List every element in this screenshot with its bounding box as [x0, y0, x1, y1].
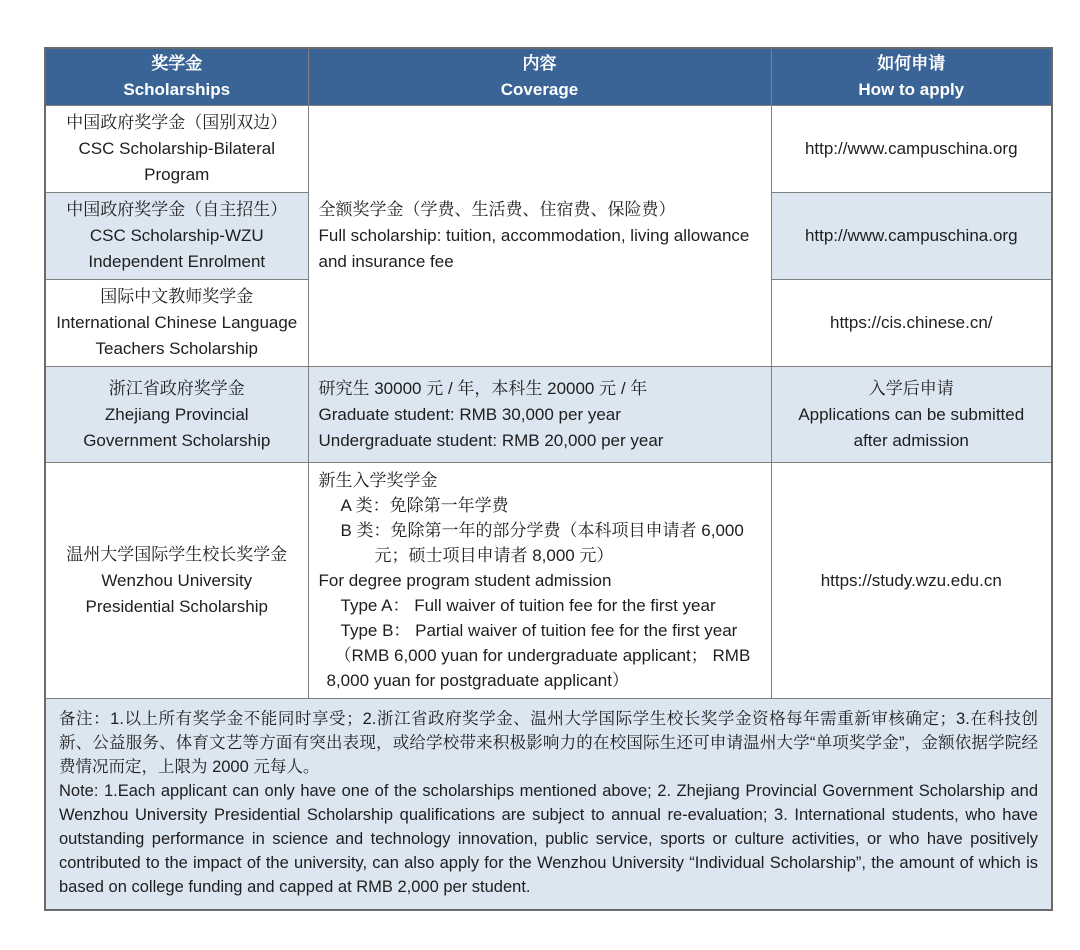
- zhejiang-coverage-line: 研究生 30000 元 / 年，本科生 20000 元 / 年: [318, 378, 648, 398]
- row-csc-bilateral: [45, 106, 1052, 193]
- presidential-coverage-line: Type B： Partial waiver of tuition fee for the first year: [340, 621, 738, 640]
- presidential-apply-cell: [771, 463, 1052, 699]
- header-scholarships-en: Scholarships: [123, 80, 231, 99]
- apply-url: http://www.campuschina.org: [804, 226, 1018, 245]
- row-note: [45, 699, 1052, 911]
- presidential-coverage-line: Type A： Full waiver of tuition fee for the first year: [340, 596, 716, 615]
- presidential-coverage-line: 元；硕士项目申请者 8,000 元）: [374, 546, 614, 565]
- zhejiang-name-zh: 浙江省政府奖学金: [108, 378, 245, 398]
- apply-url: https://cis.chinese.cn/: [829, 313, 993, 332]
- full-scholarship-coverage-en: Full scholarship: tuition, accommodation, living allowance and insurance fee: [318, 226, 750, 271]
- presidential-name-en: Wenzhou University Presidential Scholarship: [85, 570, 268, 616]
- zhejiang-name-cell: [45, 367, 308, 463]
- row-wzu-presidential: [45, 463, 1052, 699]
- header-coverage-zh: 内容: [522, 54, 557, 73]
- scholarship-table: [44, 47, 1053, 911]
- zhejiang-apply-cell: [771, 367, 1052, 463]
- presidential-name-cell: [45, 463, 308, 699]
- intl-chinese-teachers-name-cell: [45, 280, 308, 367]
- header-coverage-en: Coverage: [500, 80, 579, 99]
- presidential-coverage-cell: [308, 463, 771, 699]
- row-zhejiang-provincial: [45, 367, 1052, 463]
- header-coverage: [308, 48, 771, 106]
- table-header-row: [45, 48, 1052, 106]
- presidential-coverage-line: B 类：免除第一年的部分学费（本科项目申请者 6,000: [340, 521, 744, 540]
- presidential-coverage-line: 8,000 yuan for postgraduate applicant）: [326, 671, 629, 690]
- intl-chinese-teachers-name-zh: 国际中文教师奖学金: [100, 287, 254, 306]
- zhejiang-name-en: Zhejiang Provincial Government Scholarship: [83, 404, 271, 450]
- header-scholarships-zh: 奖学金: [151, 54, 203, 73]
- csc-bilateral-apply-cell: [771, 106, 1052, 193]
- csc-wzu-name-cell: [45, 193, 308, 280]
- intl-chinese-teachers-name-en: International Chinese Language Teachers Scholarship: [56, 313, 298, 358]
- csc-bilateral-name-zh: 中国政府奖学金（国别双边）: [66, 113, 288, 132]
- header-how-to-apply-zh: 如何申请: [877, 54, 946, 73]
- presidential-coverage-line: 新生入学奖学金: [318, 471, 438, 490]
- header-how-to-apply-en: How to apply: [858, 80, 965, 99]
- zhejiang-coverage-line: Graduate student: RMB 30,000 per year: [318, 404, 621, 424]
- apply-url: http://www.campuschina.org: [804, 139, 1018, 158]
- zhejiang-coverage-line: Undergraduate student: RMB 20,000 per year: [318, 430, 664, 450]
- presidential-coverage-line: （RMB 6,000 yuan for undergraduate applicant； RMB: [334, 646, 751, 665]
- zhejiang-apply-line: after admission: [853, 430, 969, 450]
- csc-bilateral-name-en: CSC Scholarship-Bilateral Program: [78, 139, 276, 184]
- intl-chinese-teachers-apply-cell: [771, 280, 1052, 367]
- note-en: Note: 1.Each applicant can only have one of the scholarships mentioned above; 2. Zhejiang Provincial Government Scholarship and Wenzhou University Presidential Scholarship qualifications are subject to annual re-evaluation; 3. International students, who have outstanding performance in science and technology innovation, public service, sports or culture activities, or who have positively contributed to the impact of the university, can also apply for the Wenzhou University “Individual Scholarship”, the amount of which is based on college funding and capped at RMB 2,000 per student.: [59, 782, 1038, 896]
- full-scholarship-coverage-cell: [308, 106, 771, 367]
- zhejiang-apply-line: Applications can be submitted: [798, 404, 1025, 424]
- csc-wzu-apply-cell: [771, 193, 1052, 280]
- csc-wzu-name-en: CSC Scholarship-WZU Independent Enrolment: [88, 226, 266, 271]
- presidential-name-zh: 温州大学国际学生校长奖学金: [66, 544, 288, 564]
- full-scholarship-coverage-zh: 全额奖学金（学费、生活费、住宿费、保险费）: [318, 200, 676, 219]
- presidential-coverage-line: For degree program student admission: [318, 571, 612, 590]
- header-how-to-apply: [771, 48, 1052, 106]
- header-scholarships: [45, 48, 308, 106]
- zhejiang-apply-line: 入学后申请: [868, 378, 954, 398]
- csc-bilateral-name-cell: [45, 106, 308, 193]
- apply-url: https://study.wzu.edu.cn: [820, 570, 1002, 590]
- note-cell: [45, 699, 1052, 911]
- presidential-coverage-line: A 类：免除第一年学费: [340, 496, 509, 515]
- zhejiang-coverage-cell: [308, 367, 771, 463]
- note-zh: 备注：1.以上所有奖学金不能同时享受；2.浙江省政府奖学金、温州大学国际学生校长奖学金资格每年需重新审核确定；3.在科技创新、公益服务、体育文艺等方面有突出表现，或给学校带来积极影响力的在校国际生还可申请温州大学“单项奖学金”，金额依据学院经费情况而定，上限为 2000 元每人。: [59, 710, 1038, 776]
- csc-wzu-name-zh: 中国政府奖学金（自主招生）: [66, 200, 288, 219]
